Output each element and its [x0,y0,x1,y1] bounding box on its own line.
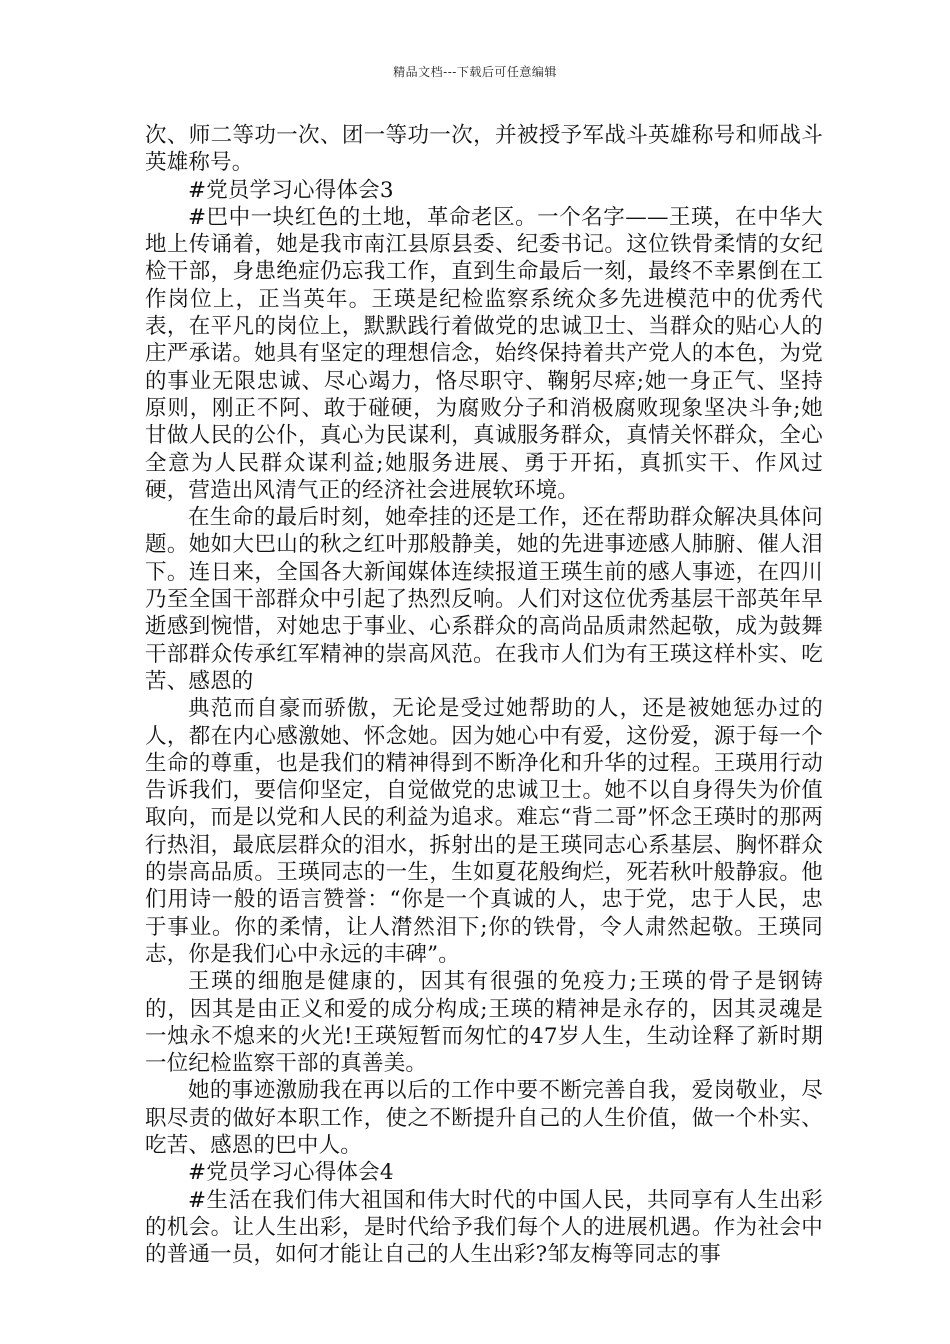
paragraph: 她的事迹激励我在再以后的工作中要不断完善自我，爱岗敬业，尽职尽责的做好本职工作，使之不断提升自己的人生价值，做一个朴实、吃苦、感恩的巴中人。 [145,1078,823,1158]
paragraph: #生活在我们伟大祖国和伟大时代的中国人民，共同享有人生出彩的机会。让人生出彩，是时代给予我们每个人的进展机遇。作为社会中的普通一员，如何才能让自己的人生出彩?邹友梅等同志的事 [145,1187,823,1268]
page-header: 精品文档---下载后可任意编辑 [393,65,557,79]
paragraph: 次、师二等功一次、团一等功一次，并被授予军战斗英雄称号和师战斗英雄称号。 [145,123,823,176]
section-heading: #党员学习心得体会3 [188,177,394,203]
section-heading: #党员学习心得体会4 [188,1160,394,1186]
paragraph: 在生命的最后时刻，她牵挂的还是工作，还在帮助群众解决具体问题。她如大巴山的秋之红叶那般静美，她的先进事迹感人肺腑、催人泪下。连日来，全国各大新闻媒体连续报道王瑛生前的感人事迹，在四川乃至全国干部群众中引起了热烈反响。人们对这位优秀基层干部英年早逝感到惋惜，对她忠于事业、心系群众的高尚品质肃然起敬，成为鼓舞干部群众传承红军精神的崇高风范。在我市人们为有王瑛这样朴实、吃苦、感恩的 [145,505,823,694]
document-body [145,122,823,1268]
paragraph: #巴中一块红色的土地，革命老区。一个名字——王瑛，在中华大地上传诵着，她是我市南江县原县委、纪委书记。这位铁骨柔情的女纪检干部，身患绝症仍忘我工作，直到生命最后一刻，最终不幸累倒在工作岗位上，正当英年。王瑛是纪检监察系统众多先进模范中的优秀代表，在平凡的岗位上，默默践行着做党的忠诚卫士、当群众的贴心人的庄严承诺。她具有坚定的理想信念，始终保持着共产党人的本色，为党的事业无限忠诚、尽心竭力，恪尽职守、鞠躬尽瘁;她一身正气、坚持原则，刚正不阿、敢于碰硬，为腐败分子和消极腐败现象坚决斗争;她甘做人民的公仆，真心为民谋利，真诚服务群众，真情关怀群众，全心全意为人民群众谋利益;她服务进展、勇于开拓，真抓实干、作风过硬，营造出风清气正的经济社会进展软环境。 [145,204,823,503]
paragraph: 典范而自豪而骄傲，无论是受过她帮助的人，还是被她惩办过的人，都在内心感激她、怀念她。因为她心中有爱，这份爱，源于每一个生命的尊重，也是我们的精神得到不断净化和升华的过程。王瑛用行动告诉我们，要信仰坚定，自觉做党的忠诚卫士。她不以自身得失为价值取向，而是以党和人民的利益为追求。难忘“背二哥”怀念王瑛时的那两行热泪，最底层群众的泪水，拆射出的是王瑛同志心系基层、胸怀群众的崇高品质。王瑛同志的一生，生如夏花般绚烂，死若秋叶般静寂。他们用诗一般的语言赞誉：“你是一个真诚的人，忠于党，忠于人民，忠于事业。你的柔情，让人潸然泪下;你的铁骨，令人肃然起敬。王瑛同志，你是我们心中永远的丰碑”。 [145,696,823,967]
paragraph: 王瑛的细胞是健康的，因其有很强的免疫力;王瑛的骨子是钢铸的，因其是由正义和爱的成分构成;王瑛的精神是永存的，因其灵魂是一烛永不熄来的火光!王瑛短暂而匆忙的47岁人生，生动诠释了新时期一位纪检监察干部的真善美。 [145,969,823,1077]
